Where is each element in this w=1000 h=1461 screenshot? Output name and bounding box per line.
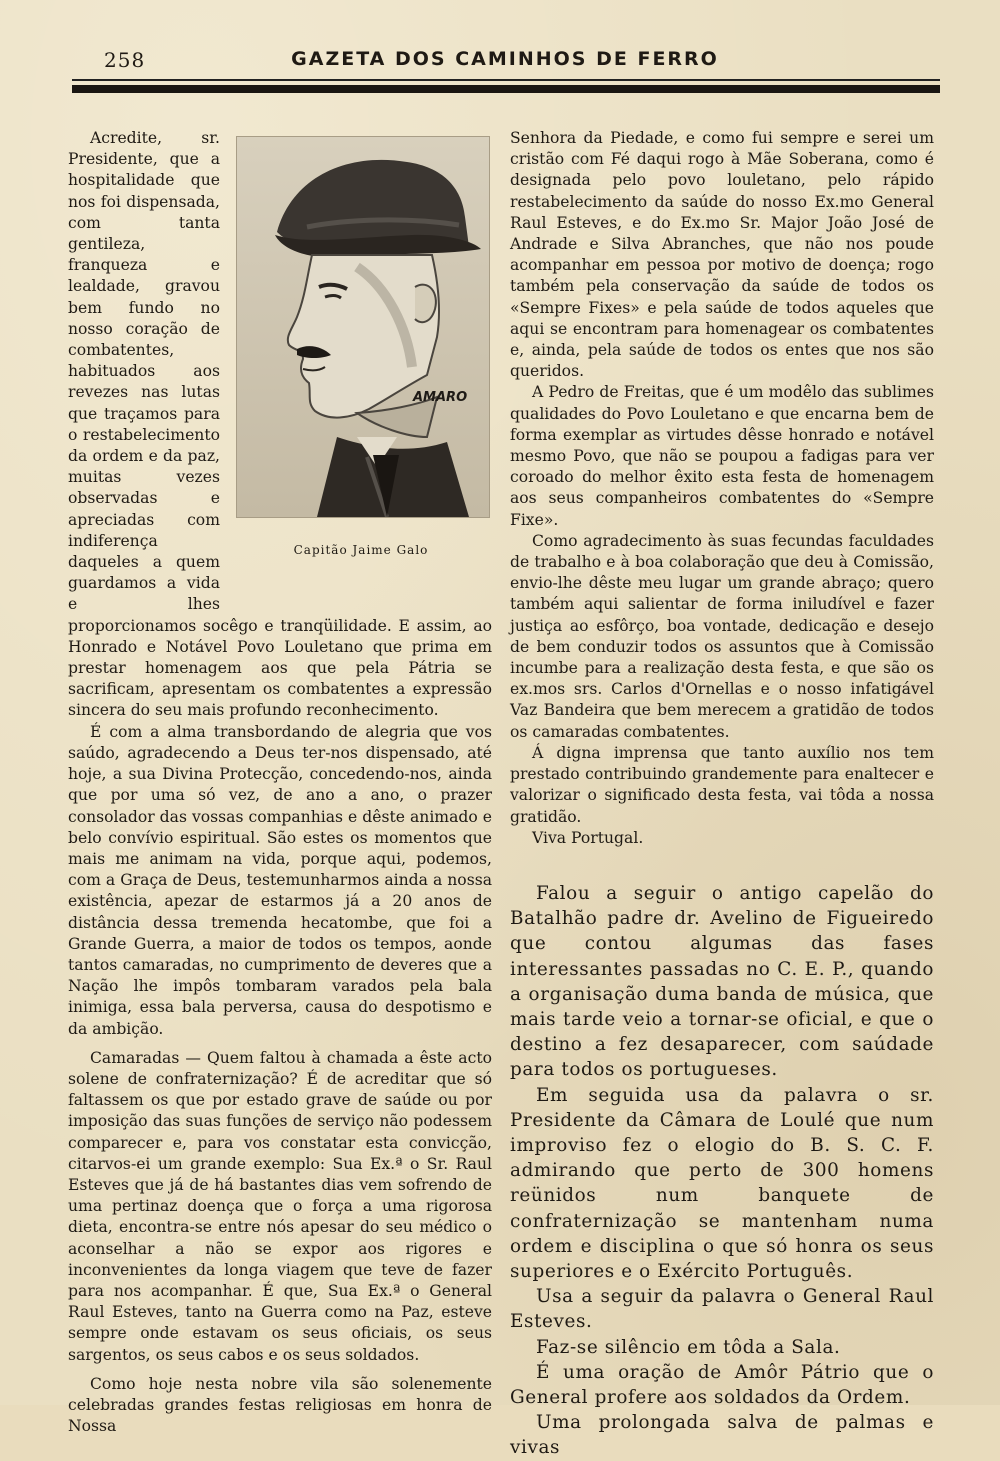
paragraph: É uma oração de Amôr Pátrio que o General profere aos soldados da Ordem. bbox=[510, 1361, 934, 1408]
right-column bbox=[510, 128, 934, 1461]
portrait-figure bbox=[230, 136, 492, 596]
paragraph: Falou a seguir o antigo capelão do Batalhão padre dr. Avelino de Figueiredo que contou algumas das fases interessantes passadas no C. E. P., quando a organisação duma banda de música, que mais tarde veio a tornar-se oficial, e que o destino a fez desaparecer, com saúdade para todos os portugueses. bbox=[510, 882, 934, 1081]
paragraph: A Pedro de Freitas, que é um modêlo das sublimes qualidades do Povo Louletano e que encarna bem de forma exemplar as virtudes dêsse honrado e notável mesmo Povo, que não se poupou a fadigas para ver coroado do melhor êxito esta festa de homenagem aos seus companheiros combatentes do «Sempre Fixe». bbox=[510, 383, 934, 529]
closing-line: Viva Portugal. bbox=[532, 828, 644, 847]
paragraph: Como hoje nesta nobre vila são solenemente celebradas grandes festas religiosas em honra de Nossa bbox=[68, 1374, 492, 1436]
paragraph: É com a alma transbordando de alegria que vos saúdo, agradecendo a Deus ter-nos dispensado, até hoje, a sua Divina Protecção, concedendo-nos, ainda que por uma só vez, de ano a ano, o prazer consolador das vossas companhias e dêste animado e belo convívio espiritual. São estes os momentos que mais me animam na vida, porque aqui, podemos, com a Graça de Deus, testemunharmos ainda a nossa existência, apezar de estarmos já a 20 anos de distância dessa tremenda hecatombe, que foi a Grande Guerra, a maior de todos os tempos, aonde tantos camaradas, no cumprimento de deveres que a Nação lhe impôs tombaram varados pela bala inimiga, essa bala perversa, causa do despotismo e da ambição. bbox=[68, 722, 492, 1038]
paragraph: Faz-se silêncio em tôda a Sala. bbox=[536, 1336, 841, 1358]
header-rule-thin bbox=[72, 79, 940, 81]
report-section bbox=[510, 881, 934, 1461]
page-number: 258 bbox=[104, 48, 146, 72]
paragraph: Camaradas — Quem faltou à chamada a êste acto solene de confraternização? É de acreditar que só faltassem os que por estado grave de saúde ou por imposição das suas funções de serviço não podessem comparecer e, para vos constatar esta convicção, citarvos-ei um grande exemplo: Sua Ex.ª o Sr. Raul Esteves que já de há bastantes dias vem sofrendo de uma pertinaz doença que o força a uma rigorosa dieta, encontra-se entre nós apesar do seu médico o aconselhar a não se expor aos rigores e inconvenientes da longa viagem que teve de fazer para nos acompanhar. É que, Sua Ex.ª o General Raul Esteves, tanto na Guerra como na Paz, esteve sempre onde estavam os seus oficiais, os seus sargentos, os seus cabos e os seus soldados. bbox=[68, 1048, 492, 1364]
paragraph: Uma prolongada salva de palmas e vivas bbox=[510, 1412, 934, 1459]
paragraph: Usa a seguir da palavra o General Raul Esteves. bbox=[510, 1286, 934, 1333]
portrait-caption: Capitão Jaime Galo bbox=[293, 543, 429, 557]
paragraph: Acredite, sr. Presidente, que a hospitalidade que nos foi dispensada, com tanta gentileza, franqueza e lealdade, gravou bem fundo no nosso coração de combatentes, habituados aos revezes nas lutas que traçamos para o restabelecimento da ordem e da paz, muitas vezes observadas e apreciadas com indiferença daqueles a quem guardamos a vida e lhes proporcionamos socêgo e tranqüilidade. E assim, ao Honrado e Notável Povo Louletano que prima em prestar homenagem aos que pela Pátria se sacrificam, apresentam os combatentes a expressão sincera do seu mais profundo reconhecimento. bbox=[68, 129, 492, 720]
section-gap bbox=[510, 849, 934, 881]
paragraph: Á digna imprensa que tanto auxílio nos tem prestado contribuindo grandemente para enaltecer e valorizar o significado desta festa, vai tôda a nossa gratidão. bbox=[510, 743, 934, 826]
page-header bbox=[70, 40, 940, 80]
paragraph: Em seguida usa da palavra o sr. Presidente da Câmara de Loulé que num improviso fez o elogio do B. S. C. F. admirando que perto de 300 homens reünidos num banquete de confraternização se mantenham numa ordem e disciplina o que só honra os seus superiores e o Exército Português. bbox=[510, 1084, 934, 1282]
journal-title: GAZETA DOS CAMINHOS DE FERRO bbox=[291, 48, 719, 70]
artist-signature: AMARO bbox=[413, 390, 468, 405]
header-rule-thick bbox=[72, 85, 940, 93]
paragraph: Como agradecimento às suas fecundas faculdades de trabalho e à boa colaboração que deu à Comissão, envio-lhe dêste meu lugar um grande abraço; quero também aqui salientar de forma iniludível e fazer justiça ao esfôrço, boa vontade, dedicação e desejo de bem conduzir todos os assuntos que à Comissão incumbe para a realização desta festa, e que são os ex.mos srs. Carlos d'Ornellas e o nosso infatigável Vaz Bandeira que bem merecem a gratidão de todos os camaradas combatentes. bbox=[510, 531, 934, 741]
left-column bbox=[68, 128, 492, 1437]
portrait-drawing bbox=[236, 136, 490, 518]
paragraph: Senhora da Piedade, e como fui sempre e serei um cristão com Fé daqui rogo à Mãe Soberana, como é designada pelo povo louletano, pelo rápido restabelecimento da saúde do nosso Ex.mo General Raul Esteves, e do Ex.mo Sr. Major João José de Andrade e Silva Abranches, que não nos poude acompanhar em pessoa por motivo de doença; rogo também pela conservação da saúde de todos os «Sempre Fixes» e pela saúde de todos aqueles que aqui se encontram para homenagear os combatentes e, ainda, pela saúde de todos os entes que nos são queridos. bbox=[510, 129, 934, 381]
caricature-image bbox=[237, 137, 489, 517]
